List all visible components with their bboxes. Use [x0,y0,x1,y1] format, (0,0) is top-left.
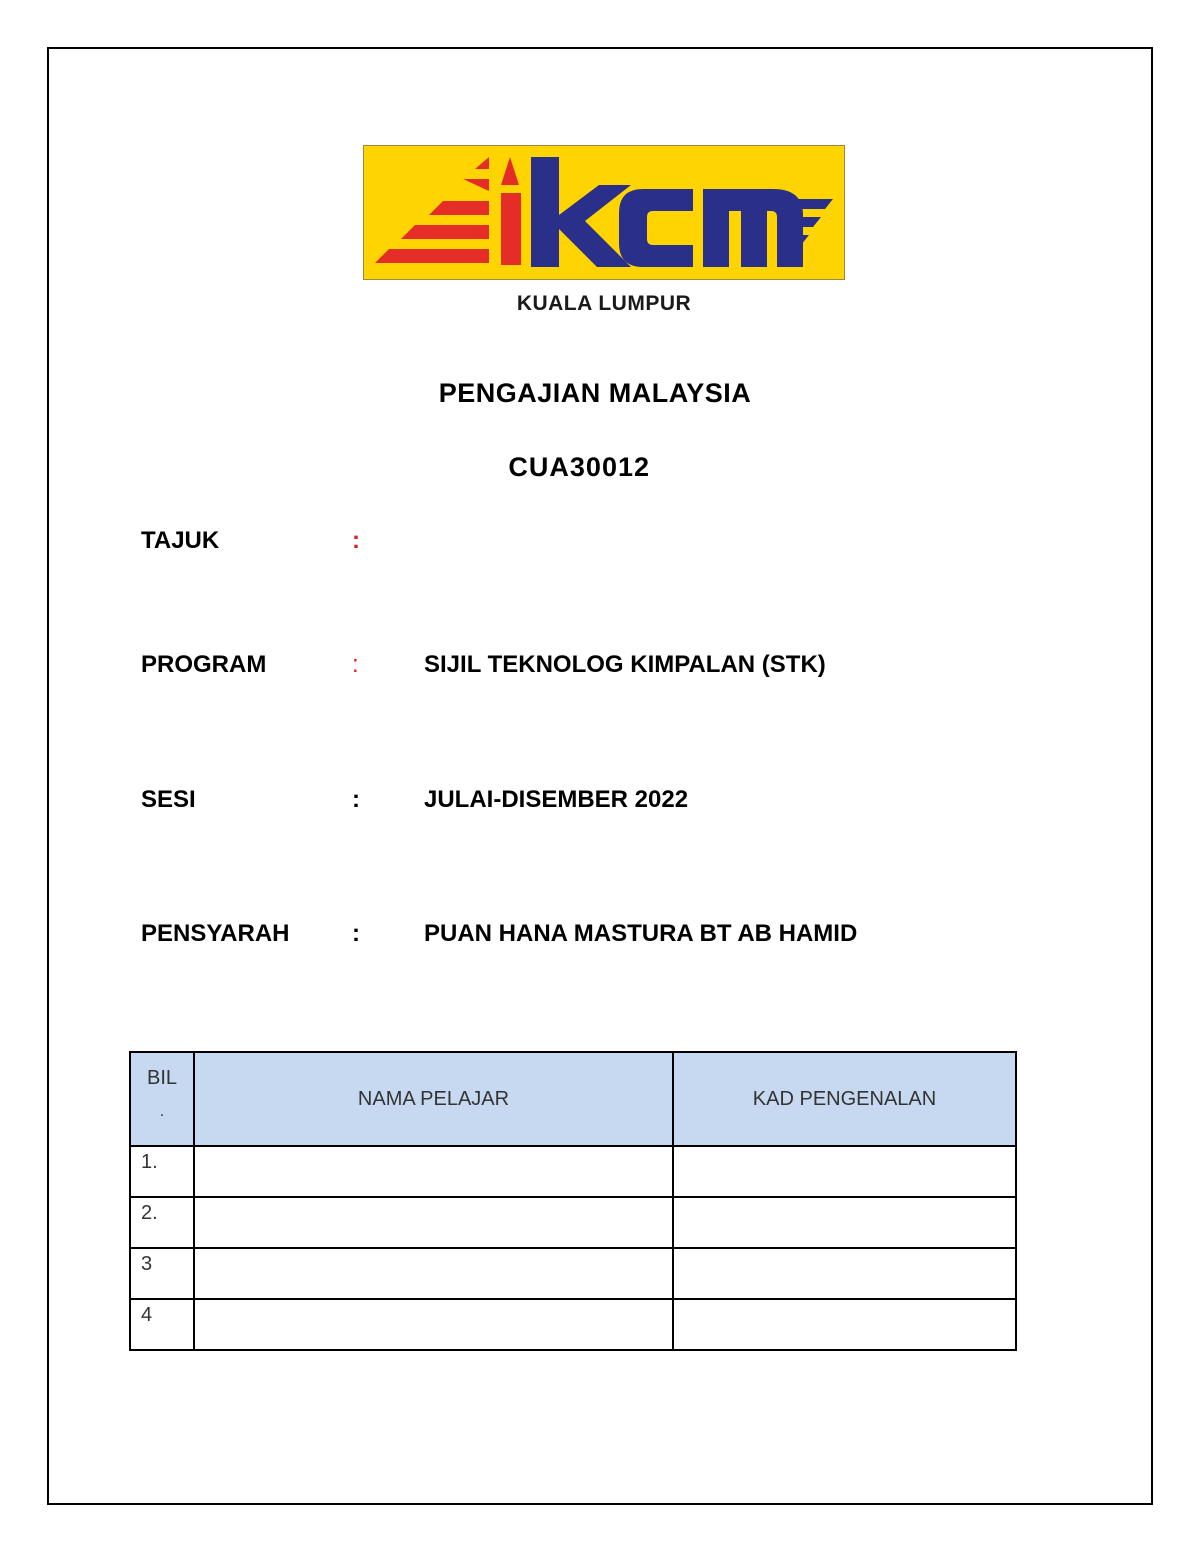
header-nama-pelajar: NAMA PELAJAR [194,1052,673,1146]
field-value-program: SIJIL TEKNOLOG KIMPALAN (STK) [424,651,826,678]
table-row [130,1248,1016,1299]
table-header-row [130,1052,1016,1146]
header-bil [130,1052,194,1146]
cell-kad[interactable] [673,1146,1016,1197]
header-bil-dot: . [159,1103,165,1120]
field-colon-tajuk: : [352,527,360,554]
subject-title: PENGAJIAN MALAYSIA [438,378,752,408]
cell-kad[interactable] [673,1197,1016,1248]
field-colon-sesi: : [352,786,360,813]
field-label-program: PROGRAM [141,651,267,678]
cell-nama[interactable] [194,1299,673,1350]
field-colon-program: : [352,651,359,678]
field-value-sesi: JULAI-DISEMBER 2022 [424,786,689,813]
field-label-sesi: SESI [141,786,196,813]
field-label-tajuk: TAJUK [141,527,220,554]
cell-bil: 2. [130,1197,194,1248]
table-row [130,1197,1016,1248]
cell-bil: 1. [130,1146,194,1197]
cell-nama[interactable] [194,1146,673,1197]
cell-kad[interactable] [673,1299,1016,1350]
header-bil-label: BIL [146,1067,178,1089]
students-table [129,1051,1017,1351]
cell-nama[interactable] [194,1197,673,1248]
subject-code: CUA30012 [508,452,650,482]
field-label-pensyarah: PENSYARAH [141,920,290,947]
ikm-logo-graphic [363,145,845,280]
logo-caption: KUALA LUMPUR [516,292,692,315]
ikm-logo [363,145,845,280]
cell-bil: 4 [130,1299,194,1350]
cell-bil: 3 [130,1248,194,1299]
cell-nama[interactable] [194,1248,673,1299]
field-value-pensyarah: PUAN HANA MASTURA BT AB HAMID [424,920,858,947]
table-row [130,1299,1016,1350]
field-colon-pensyarah: : [352,920,360,947]
table-row [130,1146,1016,1197]
cell-kad[interactable] [673,1248,1016,1299]
header-kad-pengenalan: KAD PENGENALAN [673,1052,1016,1146]
